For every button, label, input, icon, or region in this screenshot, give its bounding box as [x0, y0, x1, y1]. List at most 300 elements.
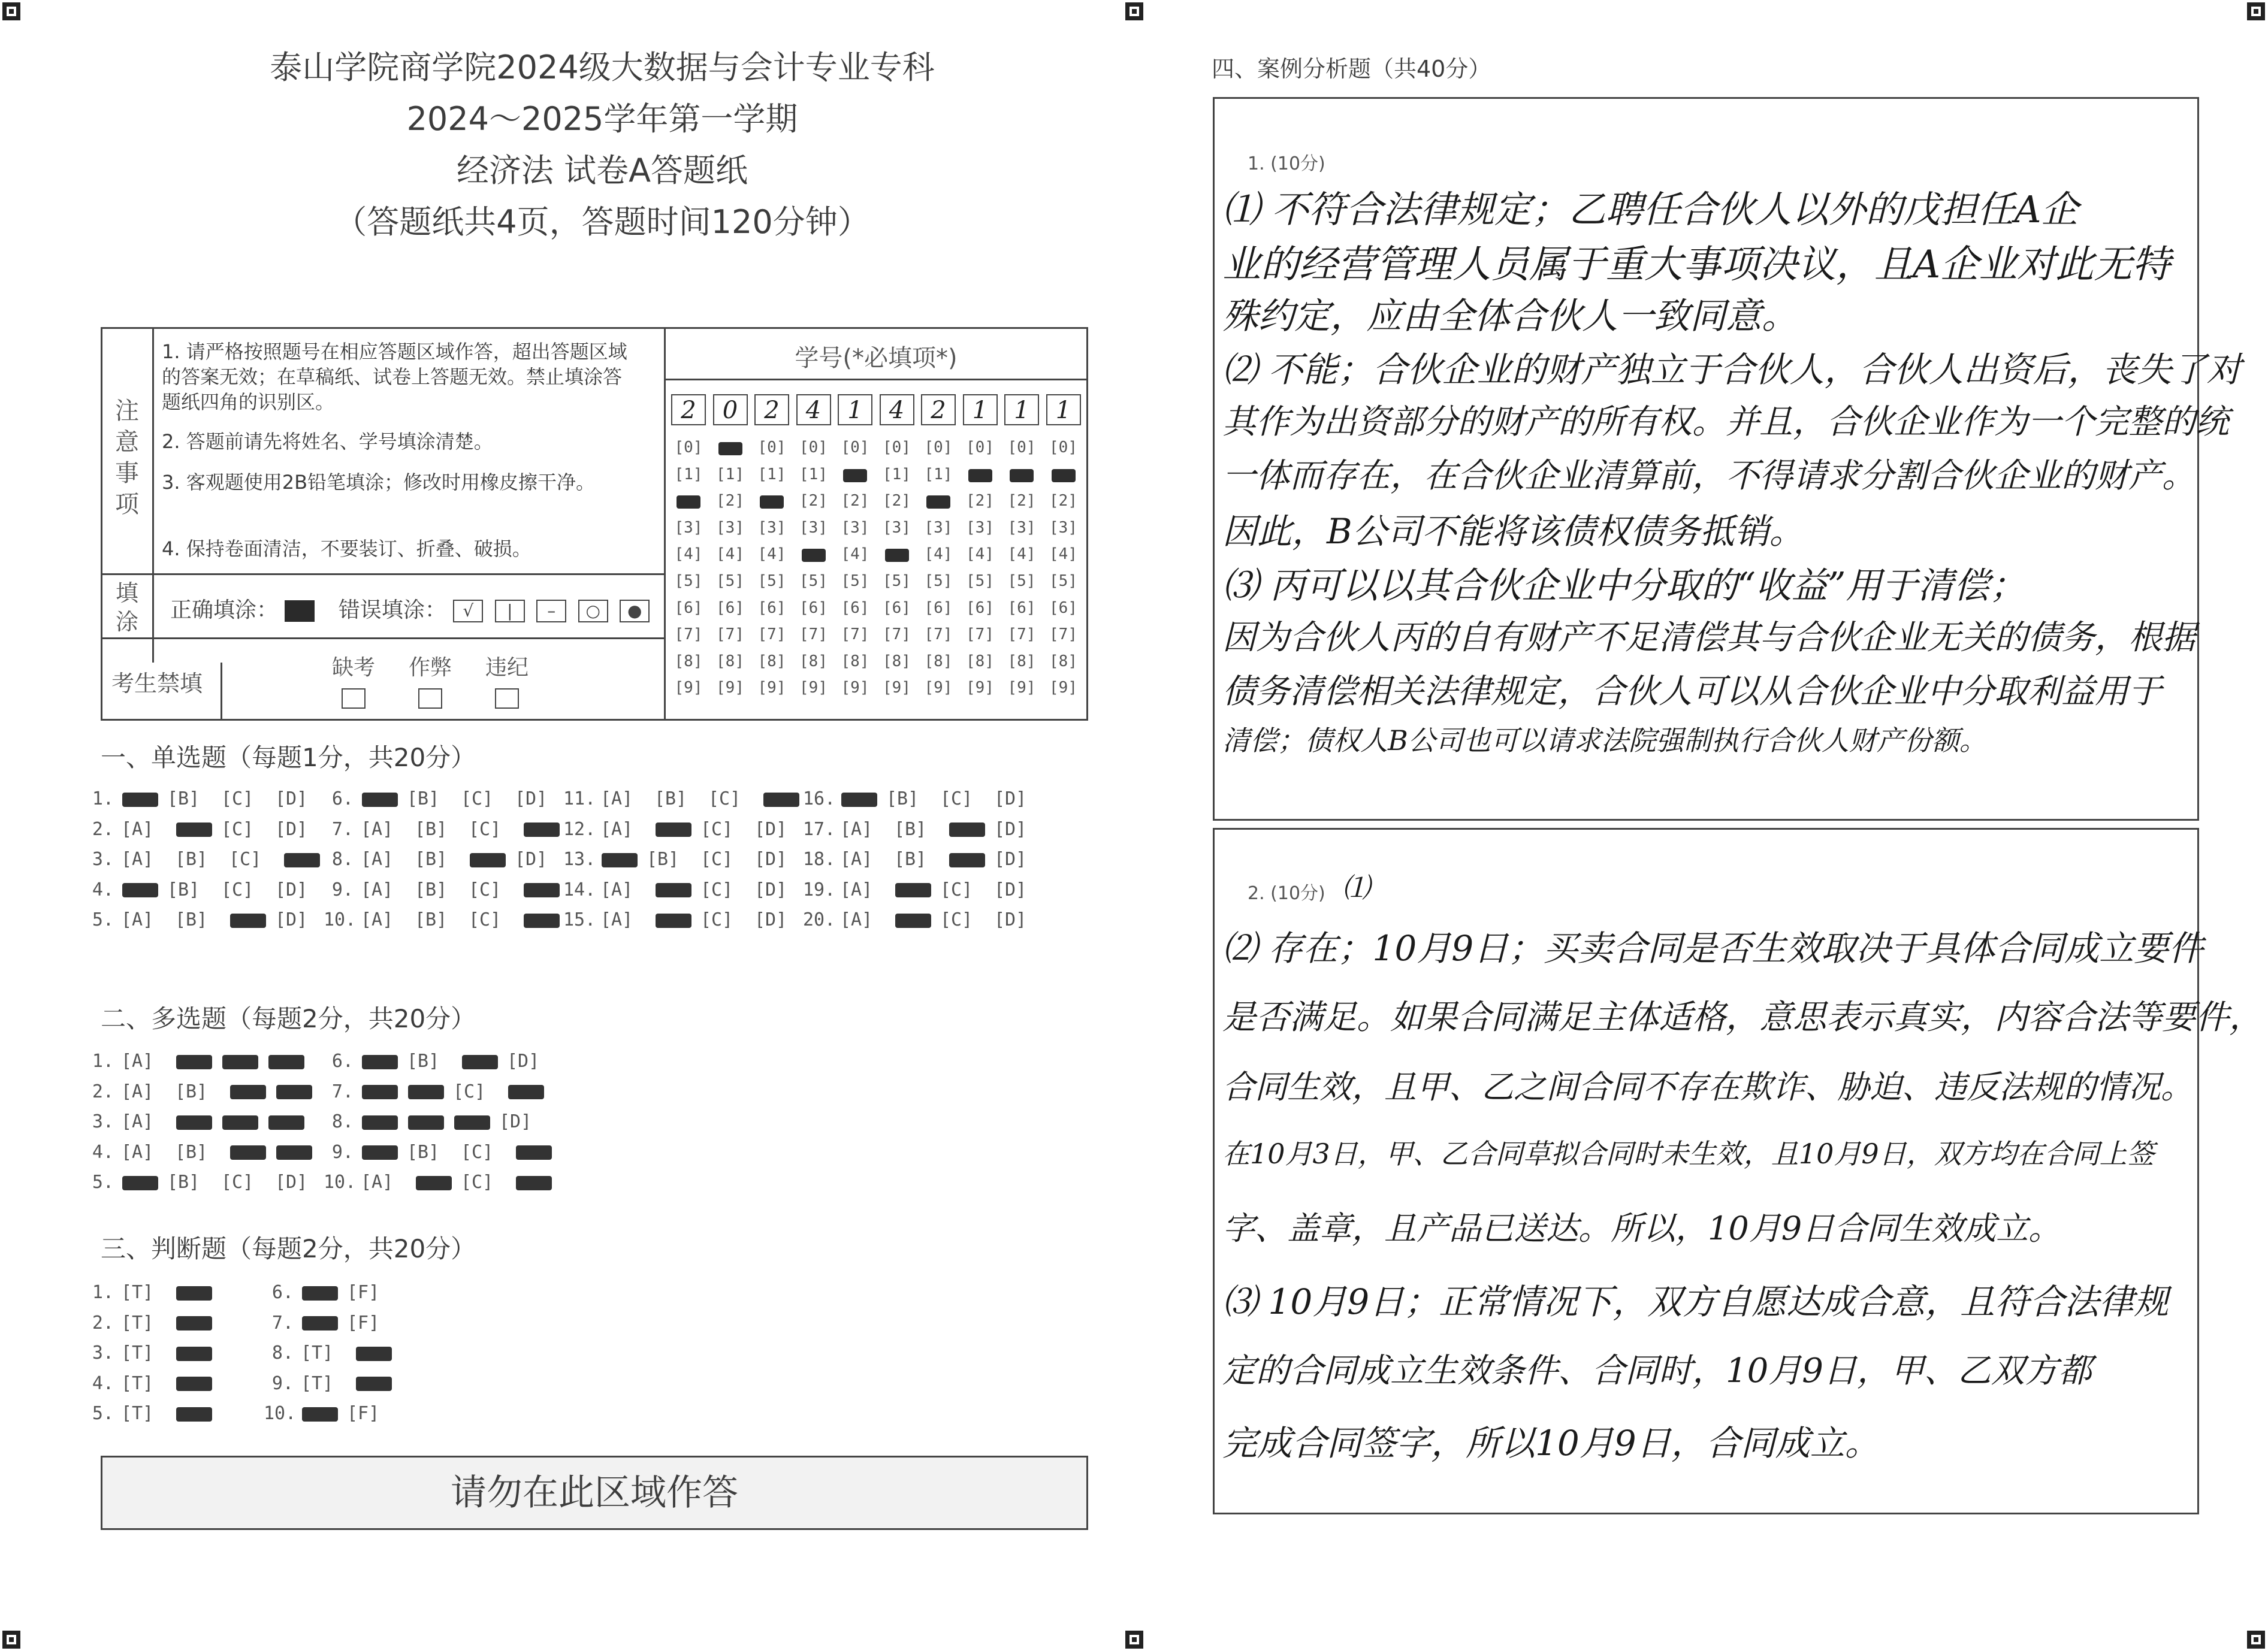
answer-bubble[interactable]: [C] [229, 849, 262, 870]
student-id-bubble[interactable]: [4] [716, 545, 744, 564]
answer-bubble[interactable]: [A] [361, 818, 394, 840]
question-row [84, 819, 329, 840]
student-id-bubble[interactable]: [8] [716, 652, 744, 670]
question-row [324, 1111, 553, 1132]
student-id-bubble[interactable]: [8] [1007, 652, 1036, 670]
student-id-bubble[interactable]: [9] [924, 679, 953, 697]
answer-bubble[interactable]: [B] [894, 849, 927, 870]
answer-bubble[interactable]: [C] [453, 1081, 486, 1102]
student-id-bubble[interactable]: [0] [757, 439, 786, 456]
answer-bubble[interactable]: [T] [301, 1342, 334, 1363]
student-id-bubble[interactable]: [5] [841, 572, 869, 590]
answer-bubble-filled[interactable] [516, 1176, 552, 1190]
student-id-bubble[interactable]: [2] [841, 492, 869, 510]
student-id-bubble[interactable]: [0] [841, 439, 869, 456]
student-id-bubble-filled[interactable] [843, 469, 867, 482]
fill-label: 填涂 [115, 580, 138, 635]
answer-bubble[interactable]: [B] [175, 849, 208, 870]
student-id-digit: 0 [713, 394, 748, 425]
answer-bubble[interactable]: [A] [121, 1051, 154, 1072]
answer-bubble[interactable]: [F] [347, 1312, 380, 1334]
student-id-bubble-filled[interactable] [718, 442, 742, 455]
answer-bubble-filled[interactable] [176, 1115, 212, 1130]
handwritten-line: 合同生效，且甲、乙之间合同不存在欺诈、胁迫、违反法规的情况。 [1222, 1068, 2193, 1106]
answer-bubble[interactable]: [A] [840, 879, 873, 900]
answer-bubble[interactable]: [T] [301, 1372, 334, 1394]
question-row [324, 1051, 561, 1072]
student-id-bubble[interactable]: [5] [757, 572, 786, 590]
answer-bubble[interactable]: [C] [461, 1141, 494, 1163]
student-id-bubble[interactable]: [4] [841, 545, 869, 564]
answer-bubble-filled[interactable] [470, 853, 506, 867]
answer-bubble-filled[interactable] [176, 823, 212, 837]
wrong-fill-dot: ● [620, 600, 650, 622]
answer-bubble-filled[interactable] [362, 1055, 398, 1069]
student-id-bubble-filled[interactable] [885, 549, 909, 562]
student-id-bubble[interactable]: [8] [924, 652, 953, 670]
student-id-bubble-filled[interactable] [1052, 469, 1076, 482]
answer-bubble-filled[interactable] [763, 793, 799, 807]
student-id-bubble[interactable]: [0] [883, 439, 911, 456]
answer-bubble-filled[interactable] [895, 914, 931, 928]
answer-bubble[interactable]: [A] [600, 909, 633, 930]
answer-bubble[interactable]: [A] [121, 818, 154, 840]
question-number: 10. [324, 1172, 357, 1193]
student-id-bubble[interactable]: [8] [1049, 652, 1077, 670]
answer-bubble-filled[interactable] [362, 1115, 398, 1130]
handwritten-line: ⑶ 丙可以以其合伙企业中分取的“收益”用于清偿； [1222, 565, 2026, 607]
answer-bubble[interactable]: [B] [894, 818, 927, 840]
question-row [264, 1342, 401, 1363]
question-number: 5. [92, 1403, 114, 1424]
answer-bubble-filled[interactable] [176, 1377, 212, 1391]
answer-bubble-filled[interactable] [276, 1085, 312, 1099]
answer-bubble[interactable]: [C] [469, 909, 502, 930]
question-number: 19. [803, 879, 836, 900]
answer-bubble[interactable]: [A] [121, 849, 154, 870]
exam-title-line1: 泰山学院商学院2024级大数据与会计专业专科 [270, 49, 935, 86]
answer-bubble[interactable]: [C] [700, 879, 733, 900]
student-id-bubble[interactable]: [9] [966, 679, 994, 697]
answer-bubble-filled[interactable] [176, 1286, 212, 1301]
answer-bubble[interactable]: [D] [275, 818, 308, 840]
student-id-bubble[interactable]: [9] [883, 679, 911, 697]
answer-bubble[interactable]: [T] [121, 1342, 154, 1363]
answer-bubble-filled[interactable] [176, 1407, 212, 1422]
answer-bubble-filled[interactable] [602, 853, 638, 867]
notice-item-2: 2. 答题前请先将姓名、学号填涂清楚。 [162, 430, 493, 453]
answer-bubble[interactable]: [C] [940, 879, 973, 900]
answer-bubble[interactable]: [D] [754, 879, 787, 900]
answer-bubble-filled[interactable] [454, 1115, 490, 1130]
cheating-checkbox[interactable] [418, 688, 442, 709]
answer-bubble[interactable]: [C] [221, 879, 254, 900]
answer-bubble-filled[interactable] [222, 1055, 258, 1069]
student-id-bubble[interactable]: [1] [924, 465, 953, 483]
answer-bubble[interactable]: [B] [407, 1051, 440, 1072]
student-id-bubble[interactable]: [9] [1049, 679, 1077, 697]
answer-bubble-filled[interactable] [230, 914, 266, 928]
student-id-bubble[interactable]: [8] [966, 652, 994, 670]
answer-bubble[interactable]: [D] [754, 818, 787, 840]
question-row [84, 879, 329, 900]
answer-bubble[interactable]: [D] [275, 1172, 308, 1193]
student-id-bubble[interactable]: [5] [674, 572, 703, 590]
student-id-bubble[interactable]: [1] [716, 465, 744, 483]
answer-bubble[interactable]: [D] [515, 788, 548, 809]
question-row [324, 879, 569, 900]
answer-bubble[interactable]: [C] [221, 818, 254, 840]
answer-bubble[interactable]: [D] [275, 909, 308, 930]
student-id-bubble[interactable]: [6] [841, 598, 869, 617]
student-id-bubble[interactable]: [2] [966, 492, 994, 510]
handwritten-line: 因为合伙人丙的自有财产不足清偿其与合伙企业无关的债务，根据 [1222, 618, 2195, 657]
student-id-bubble[interactable]: [3] [924, 518, 953, 537]
answer-bubble[interactable]: [D] [994, 879, 1027, 900]
answer-bubble[interactable]: [D] [994, 909, 1027, 930]
answer-bubble-filled[interactable] [230, 1145, 266, 1160]
student-id-bubble[interactable]: [9] [674, 679, 703, 697]
answer-bubble[interactable]: [B] [654, 788, 687, 809]
question-row [324, 788, 569, 809]
student-id-bubble-filled[interactable] [926, 495, 950, 509]
answer-bubble[interactable]: [A] [121, 1081, 154, 1102]
student-id-bubble[interactable]: [7] [1007, 625, 1036, 644]
student-id-bubble[interactable]: [5] [716, 572, 744, 590]
student-id-bubble[interactable]: [0] [1007, 439, 1036, 456]
answer-bubble-filled[interactable] [656, 823, 691, 837]
question-row [803, 849, 1048, 870]
answer-bubble[interactable]: [T] [121, 1282, 154, 1303]
answer-bubble[interactable]: [A] [600, 879, 633, 900]
student-id-bubble[interactable]: [2] [716, 492, 744, 510]
answer-bubble-filled[interactable] [230, 1085, 266, 1099]
student-id-bubble[interactable]: [9] [716, 679, 744, 697]
absent-checkbox[interactable] [342, 688, 366, 709]
handwritten-line: 字、盖章，且产品已送达。所以，10月9日合同生效成立。 [1222, 1209, 2061, 1247]
answer-bubble[interactable]: [B] [415, 879, 448, 900]
answer-bubble[interactable]: [B] [175, 1081, 208, 1102]
answer-bubble[interactable]: [D] [994, 818, 1027, 840]
answer-bubble[interactable]: [C] [708, 788, 741, 809]
student-id-bubble[interactable]: [0] [924, 439, 953, 456]
student-id-bubble[interactable]: [9] [799, 679, 828, 697]
answer-bubble[interactable]: [A] [840, 818, 873, 840]
answer-bubble[interactable]: [B] [407, 1141, 440, 1163]
student-id-bubble[interactable]: [6] [924, 598, 953, 617]
answer-bubble-filled[interactable] [176, 1347, 212, 1361]
violation-label: 违纪 [485, 655, 529, 680]
answer-bubble[interactable]: [B] [175, 909, 208, 930]
answer-bubble-filled[interactable] [122, 793, 158, 807]
student-id-bubble[interactable]: [1] [757, 465, 786, 483]
student-id-bubble[interactable]: [4] [924, 545, 953, 564]
student-id-label: 学号(*必填项*) [795, 344, 958, 372]
student-id-bubble[interactable]: [6] [1049, 598, 1077, 617]
student-id-bubble[interactable]: [8] [799, 652, 828, 670]
answer-bubble-filled[interactable] [356, 1377, 392, 1391]
answer-bubble[interactable]: [B] [886, 788, 919, 809]
answer-bubble-filled[interactable] [302, 1286, 338, 1301]
student-id-bubble[interactable]: [3] [799, 518, 828, 537]
answer-bubble[interactable]: [A] [840, 909, 873, 930]
answer-bubble[interactable]: [C] [469, 879, 502, 900]
question-row [324, 1172, 561, 1193]
question-row [84, 1373, 221, 1394]
handwritten-line: 因此，B公司不能将该债权债务抵销。 [1222, 511, 1804, 552]
student-id-bubble[interactable]: [4] [1049, 545, 1077, 564]
answer-bubble[interactable]: [A] [840, 849, 873, 870]
answer-bubble[interactable]: [D] [507, 1051, 540, 1072]
student-id-bubble[interactable]: [1] [883, 465, 911, 483]
answer-bubble[interactable]: [A] [121, 909, 154, 930]
student-id-bubble[interactable]: [9] [841, 679, 869, 697]
question-number: 16. [803, 788, 836, 809]
student-id-bubble[interactable]: [5] [1007, 572, 1036, 590]
student-id-digit: 4 [880, 394, 914, 425]
student-id-bubble[interactable]: [7] [966, 625, 994, 644]
wrong-fill-circle: ○ [578, 600, 608, 622]
answer-bubble[interactable]: [B] [175, 1141, 208, 1163]
answer-bubble-filled[interactable] [656, 883, 691, 897]
answer-bubble-filled[interactable] [356, 1347, 392, 1361]
question-row [324, 819, 569, 840]
q2-mark: ⑴ [1342, 872, 1370, 904]
student-id-bubble[interactable]: [6] [799, 598, 828, 617]
answer-bubble-filled[interactable] [362, 793, 398, 807]
answer-bubble[interactable]: [B] [167, 1172, 200, 1193]
question-row [84, 849, 329, 870]
student-id-bubble[interactable]: [8] [883, 652, 911, 670]
student-id-bubble[interactable]: [2] [1007, 492, 1036, 510]
answer-bubble[interactable]: [A] [361, 909, 394, 930]
student-id-bubble-filled[interactable] [1010, 469, 1034, 482]
student-id-bubble[interactable]: [7] [841, 625, 869, 644]
answer-bubble[interactable]: [C] [940, 788, 973, 809]
student-id-bubble-filled[interactable] [677, 495, 700, 509]
student-id-bubble[interactable]: [3] [674, 518, 703, 537]
question-row [84, 788, 329, 809]
answer-bubble[interactable]: [D] [275, 788, 308, 809]
exam-title-line3: 经济法 试卷A答题纸 [456, 152, 748, 189]
question-row [563, 909, 808, 930]
answer-bubble[interactable]: [F] [347, 1282, 380, 1303]
answer-bubble-filled[interactable] [284, 853, 320, 867]
student-id-bubble[interactable]: [0] [799, 439, 828, 456]
student-id-bubble[interactable]: [1] [674, 465, 703, 483]
answer-bubble[interactable]: [A] [600, 788, 633, 809]
student-id-bubble-filled[interactable] [802, 549, 826, 562]
answer-bubble[interactable]: [B] [167, 788, 200, 809]
answer-bubble-filled[interactable] [841, 793, 877, 807]
question-number: 4. [92, 879, 114, 900]
answer-bubble[interactable]: [C] [700, 849, 733, 870]
answer-bubble[interactable]: [C] [700, 818, 733, 840]
student-id-bubble[interactable]: [6] [966, 598, 994, 617]
student-id-bubble[interactable]: [6] [1007, 598, 1036, 617]
answer-bubble[interactable]: [B] [167, 879, 200, 900]
answer-bubble[interactable]: [D] [754, 849, 787, 870]
student-id-bubble[interactable]: [4] [757, 545, 786, 564]
answer-bubble[interactable]: [A] [121, 1111, 154, 1132]
cheating-label: 作弊 [408, 655, 452, 680]
student-id-bubble[interactable]: [7] [1049, 625, 1077, 644]
student-id-bubble[interactable]: [8] [757, 652, 786, 670]
question-row [563, 819, 808, 840]
question-number: 7. [331, 1081, 354, 1102]
answer-bubble-filled[interactable] [516, 1145, 552, 1160]
answer-bubble[interactable]: [A] [361, 879, 394, 900]
question-number: 17. [803, 818, 836, 840]
wrong-fill-check: √ [453, 600, 483, 622]
answer-bubble[interactable]: [D] [994, 849, 1027, 870]
answer-bubble[interactable]: [C] [461, 1172, 494, 1193]
answer-bubble[interactable]: [A] [121, 1141, 154, 1163]
answer-bubble-filled[interactable] [524, 883, 560, 897]
student-id-bubble[interactable]: [6] [757, 598, 786, 617]
answer-bubble[interactable]: [A] [600, 818, 633, 840]
answer-bubble[interactable]: [C] [221, 1172, 254, 1193]
student-id-bubble[interactable]: [2] [883, 492, 911, 510]
answer-bubble[interactable]: [C] [700, 909, 733, 930]
answer-bubble-filled[interactable] [462, 1055, 498, 1069]
student-id-bubble[interactable]: [2] [799, 492, 828, 510]
student-id-bubble[interactable]: [3] [757, 518, 786, 537]
answer-bubble[interactable]: [T] [121, 1403, 154, 1424]
student-id-bubble-filled[interactable] [760, 495, 784, 509]
answer-bubble-filled[interactable] [895, 883, 931, 897]
student-id-bubble[interactable]: [0] [966, 439, 994, 456]
answer-bubble-filled[interactable] [524, 823, 560, 837]
student-id-bubble[interactable]: [6] [674, 598, 703, 617]
answer-bubble[interactable]: [D] [499, 1111, 532, 1132]
answer-bubble-filled[interactable] [408, 1085, 444, 1099]
student-id-bubble[interactable]: [7] [716, 625, 744, 644]
student-id-bubble[interactable]: [6] [716, 598, 744, 617]
answer-bubble[interactable]: [B] [415, 818, 448, 840]
answer-bubble-filled[interactable] [656, 914, 691, 928]
student-id-bubble[interactable]: [4] [1007, 545, 1036, 564]
answer-bubble-filled[interactable] [302, 1407, 338, 1422]
handwritten-line: 完成合同签字，所以10月9日，合同成立。 [1222, 1423, 1880, 1463]
answer-bubble-filled[interactable] [122, 883, 158, 897]
answer-bubble-filled[interactable] [949, 823, 985, 837]
answer-bubble[interactable]: [B] [415, 849, 448, 870]
student-id-bubble[interactable]: [5] [1049, 572, 1077, 590]
answer-bubble-filled[interactable] [508, 1085, 544, 1099]
student-id-bubble[interactable]: [2] [1049, 492, 1077, 510]
handwritten-line: ⑶ 10月9日；正常情况下，双方自愿达成合意，且符合法律规 [1222, 1281, 2169, 1322]
answer-bubble[interactable]: [B] [407, 788, 440, 809]
answer-bubble[interactable]: [C] [221, 788, 254, 809]
answer-bubble-filled[interactable] [122, 1176, 158, 1190]
student-id-bubble[interactable]: [7] [924, 625, 953, 644]
student-id-bubble[interactable]: [1] [799, 465, 828, 483]
answer-bubble-filled[interactable] [362, 1085, 398, 1099]
student-id-bubble[interactable]: [7] [757, 625, 786, 644]
student-id-bubble[interactable]: [8] [841, 652, 869, 670]
corner-mark-bottom-right [2247, 1631, 2265, 1649]
student-id-bubble[interactable]: [3] [716, 518, 744, 537]
wrong-fill-bar: | [495, 600, 525, 622]
question-number: 2. [92, 1081, 114, 1102]
student-id-bubble[interactable]: [5] [924, 572, 953, 590]
question-row [563, 879, 808, 900]
student-id-digit: 2 [921, 394, 956, 425]
answer-bubble-filled[interactable] [408, 1115, 444, 1130]
answer-bubble[interactable]: [F] [347, 1403, 380, 1424]
answer-bubble-filled[interactable] [362, 1145, 398, 1160]
answer-bubble-filled[interactable] [222, 1115, 258, 1130]
answer-bubble[interactable]: [A] [361, 1172, 394, 1193]
answer-bubble-filled[interactable] [524, 914, 560, 928]
student-id-bubble[interactable]: [3] [1007, 518, 1036, 537]
violation-checkbox[interactable] [495, 688, 519, 709]
student-id-bubble[interactable]: [5] [799, 572, 828, 590]
student-id-bubble[interactable]: [7] [799, 625, 828, 644]
question-row [84, 1051, 313, 1072]
answer-bubble[interactable]: [B] [415, 909, 448, 930]
question-number: 13. [563, 849, 596, 870]
student-id-bubble[interactable]: [3] [841, 518, 869, 537]
answer-bubble[interactable]: [D] [515, 849, 548, 870]
answer-bubble[interactable]: [C] [940, 909, 973, 930]
student-id-bubble[interactable]: [3] [966, 518, 994, 537]
answer-bubble[interactable]: [C] [469, 818, 502, 840]
answer-bubble[interactable]: [D] [754, 909, 787, 930]
answer-bubble-filled[interactable] [949, 853, 985, 867]
answer-bubble[interactable]: [D] [994, 788, 1027, 809]
answer-bubble-filled[interactable] [302, 1316, 338, 1331]
question-row [264, 1313, 401, 1334]
answer-bubble-filled[interactable] [176, 1055, 212, 1069]
student-id-bubble[interactable]: [9] [757, 679, 786, 697]
question-row [84, 1403, 221, 1424]
answer-bubble[interactable]: [A] [361, 849, 394, 870]
answer-bubble[interactable]: [C] [461, 788, 494, 809]
student-id-bubble[interactable]: [3] [883, 518, 911, 537]
answer-bubble[interactable]: [B] [647, 849, 680, 870]
question-number: 6. [271, 1282, 294, 1303]
answer-bubble-filled[interactable] [176, 1316, 212, 1331]
student-id-bubble[interactable]: [5] [966, 572, 994, 590]
student-id-bubble[interactable]: [0] [1049, 439, 1077, 456]
student-id-bubble[interactable]: [9] [1007, 679, 1036, 697]
student-id-bubble[interactable]: [4] [966, 545, 994, 564]
student-id-bubble[interactable]: [7] [674, 625, 703, 644]
answer-bubble[interactable]: [T] [121, 1312, 154, 1334]
student-id-bubble[interactable]: [3] [1049, 518, 1077, 537]
answer-bubble-filled[interactable] [276, 1145, 312, 1160]
student-id-bubble[interactable]: [6] [883, 598, 911, 617]
answer-bubble[interactable]: [T] [121, 1372, 154, 1394]
answer-bubble-filled[interactable] [268, 1055, 304, 1069]
student-id-bubble[interactable]: [4] [674, 545, 703, 564]
question-number: 18. [803, 849, 836, 870]
student-id-bubble[interactable]: [8] [674, 652, 703, 670]
fill-example-row [170, 593, 654, 624]
student-id-bubble-filled[interactable] [968, 469, 992, 482]
corner-mark-top-left [2, 2, 20, 20]
answer-bubble-filled[interactable] [268, 1115, 304, 1130]
question-number: 9. [271, 1372, 294, 1394]
student-id-bubble[interactable]: [0] [674, 439, 703, 456]
student-id-bubble[interactable]: [5] [883, 572, 911, 590]
answer-bubble[interactable]: [D] [275, 879, 308, 900]
student-id-bubble[interactable]: [7] [883, 625, 911, 644]
answer-bubble-filled[interactable] [416, 1176, 452, 1190]
question-number: 8. [331, 849, 354, 870]
